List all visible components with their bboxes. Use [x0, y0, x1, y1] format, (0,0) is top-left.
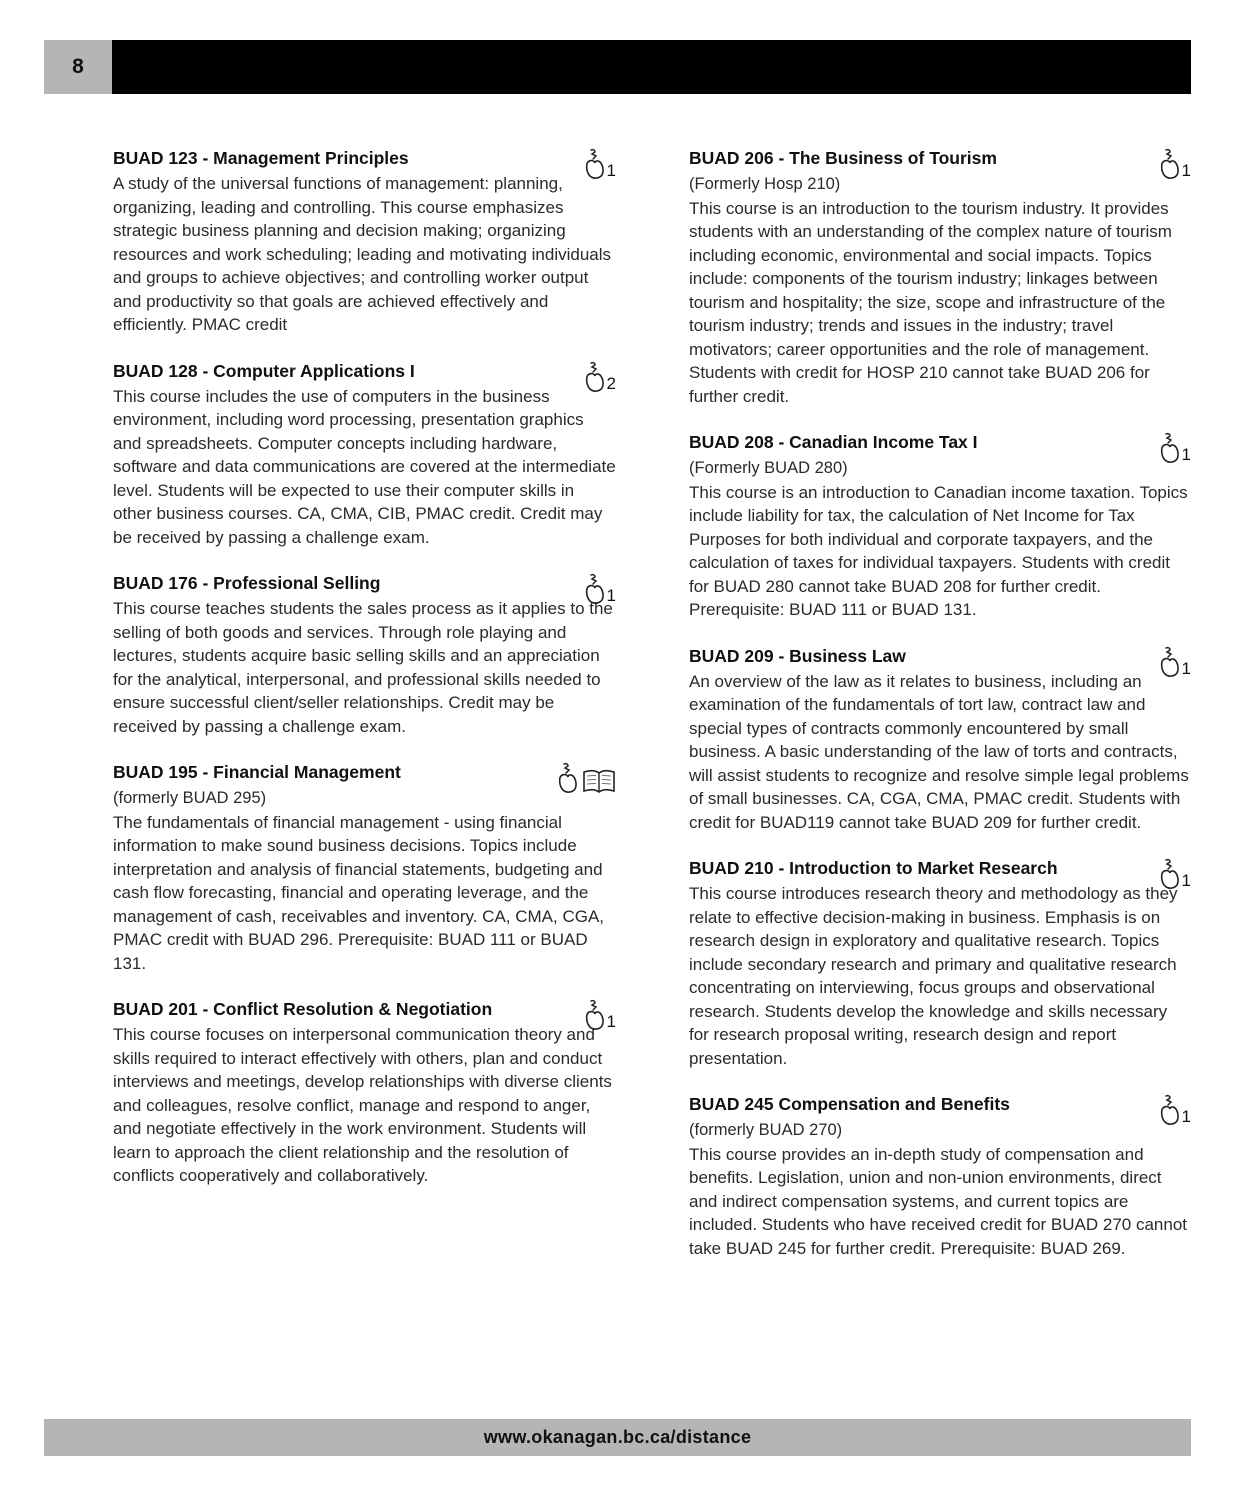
course-entry	[113, 997, 616, 1188]
icon-number: 1	[606, 1012, 616, 1031]
left-column	[113, 146, 616, 1210]
hand-icon	[1158, 1094, 1180, 1126]
course-entry	[689, 644, 1191, 835]
hand-icon	[1158, 858, 1180, 890]
course-header	[689, 430, 1191, 464]
page-number: 8	[44, 40, 112, 94]
course-description: This course is an introduction to the tourism industry. It provides students with an understanding of the complex nature of tourism including economic, environmental and social impacts. Topics include: components of the tourism industry; linkages between tourism and hospitality; the size, scope and infrastructure of the tourism industry; trends and issues in the industry; travel motivators; career opportunities and the role of management. Students with credit for HOSP 210 cannot take BUAD 206 for further credit.	[689, 198, 1172, 406]
course-header	[113, 760, 616, 786]
hand-icon	[1158, 646, 1180, 678]
delivery-icon-group	[1158, 148, 1191, 180]
course-header	[689, 146, 1191, 180]
book-icon	[582, 768, 616, 794]
header-bar	[44, 40, 1191, 94]
icon-number: 1	[1181, 445, 1191, 464]
course-entry	[689, 856, 1191, 1070]
hand-icon	[583, 573, 605, 605]
course-header	[689, 856, 1191, 890]
course-former-code: (Formerly BUAD 280)	[689, 459, 848, 477]
course-former-code: (Formerly Hosp 210)	[689, 175, 841, 193]
course-description: This course introduces research theory and methodology as they relate to effective decision-making in business. Emphasis is on research design in exploratory and qualitative research. Topics include secondary research and primary and qualitative research concentrating on interviewing, focus groups and observational research. Students develop the knowledge and skills necessary for research proposal writing, research design and report presentation.	[689, 884, 1178, 1068]
course-description: This course teaches students the sales process as it applies to the selling of both goods and services. Through role playing and lectures, students acquire basic selling skills and an appreciation for the analytical, interpersonal, and professional skills needed to ensure successful client/seller relationships. Credit may be received by passing a challenge exam.	[113, 599, 613, 736]
course-description: This course is an introduction to Canadian income taxation. Topics include liability for tax, the calculation of Net Income for Tax Purposes for both individual and corporate taxpayers, and the calculation of taxes for individual taxpayers. Students with credit for BUAD 280 cannot take BUAD 208 for further credit. Prerequisite: BUAD 111 or BUAD 131.	[689, 482, 1188, 619]
hand-icon	[583, 361, 605, 393]
delivery-icon-group	[583, 361, 616, 393]
course-description: This course focuses on interpersonal communication theory and skills required to interact effectively with others, plan and conduct interviews and meetings, develop relationships with diverse clients and colleagues, resolve conflict, manage and respond to anger, and negotiate effectively in the work environment. Students will learn to approach the client relationship and the resolution of conflicts cooperatively and collaboratively.	[113, 1025, 612, 1185]
delivery-icon-group	[583, 999, 616, 1031]
icon-number: 1	[1181, 1107, 1191, 1126]
icon-number: 1	[606, 161, 616, 180]
course-title: BUAD 128 - Computer Applications I	[113, 360, 415, 381]
course-header	[689, 644, 1191, 678]
course-title: BUAD 210 - Introduction to Market Research	[689, 858, 1058, 878]
course-header	[113, 359, 616, 393]
course-former-code: (formerly BUAD 270)	[689, 1121, 843, 1139]
delivery-icon-group	[556, 762, 616, 794]
icon-number: 1	[1181, 161, 1191, 180]
course-entry	[113, 760, 616, 975]
course-title: BUAD 206 - The Business of Tourism	[689, 148, 997, 168]
hand-icon	[1158, 148, 1180, 180]
course-description: This course provides an in-depth study of compensation and benefits. Legislation, union and non-union environments, direct and indirect compensation systems, and current topics are included. Students who have received credit for BUAD 270 cannot take BUAD 245 for further credit. Prerequisite: BUAD 269.	[689, 1144, 1188, 1258]
footer-url[interactable]: www.okanagan.bc.ca/distance	[483, 1427, 752, 1447]
course-description: A study of the universal functions of management: planning, organizing, leading and controlling. This course emphasizes strategic business planning and decision making; organizing resources and work scheduling; leading and motivating individuals and groups to achieve objectives; and controlling worker output and productivity so that goals are achieved effectively and efficiently. PMAC credit	[113, 174, 612, 334]
course-title: BUAD 245 Compensation and Benefits	[689, 1094, 1010, 1114]
delivery-icon-group	[1158, 1094, 1191, 1126]
course-title: BUAD 195 - Financial Management	[113, 762, 401, 782]
course-header	[113, 997, 616, 1031]
course-entry	[113, 571, 616, 738]
course-header	[689, 1092, 1191, 1126]
course-entry	[689, 430, 1191, 622]
course-entry	[113, 359, 616, 550]
course-entry	[689, 1092, 1191, 1260]
icon-number: 1	[1181, 658, 1191, 678]
course-header	[113, 146, 616, 180]
right-column	[689, 146, 1191, 1282]
hand-icon	[583, 148, 605, 180]
hand-icon	[583, 999, 605, 1031]
course-description: An overview of the law as it relates to business, including an examination of the fundamentals of tort law, contract law and special types of contracts commonly encountered by small business. A basic understanding of the law of torts and contracts, will assist students to recognize and resolve simple legal problems of small businesses. CA, CGA, CMA, PMAC credit. Students with credit for BUAD119 cannot take BUAD 209 for further credit.	[689, 671, 1189, 832]
course-former-code: (formerly BUAD 295)	[113, 789, 267, 807]
course-title: BUAD 208 - Canadian Income Tax I	[689, 432, 978, 452]
hand-icon	[1158, 432, 1180, 464]
delivery-icon-group	[583, 148, 616, 180]
course-entry	[113, 146, 616, 337]
course-entry	[689, 146, 1191, 408]
course-title: BUAD 176 - Professional Selling	[113, 573, 381, 593]
delivery-icon-group	[1158, 432, 1191, 464]
delivery-icon-group	[1158, 646, 1191, 678]
course-title: BUAD 209 - Business Law	[689, 645, 906, 666]
course-title: BUAD 123 - Management Principles	[113, 148, 409, 168]
icon-number: 1	[606, 586, 616, 605]
hand-icon	[556, 762, 578, 794]
delivery-icon-group	[1158, 858, 1191, 890]
icon-number: 1	[1181, 871, 1191, 890]
course-description: The fundamentals of financial management - using financial information to make sound business decisions. Topics include interpretation and analysis of financial statements, budgeting and cash flow forecasting, financial and operating leverage, and the management of cash, receivables and inventory. CA, CMA, CGA, PMAC credit with BUAD 296. Prerequisite: BUAD 111 or BUAD 131.	[113, 812, 605, 973]
course-description: This course includes the use of computers in the business environment, including word processing, presentation graphics and spreadsheets. Computer concepts including hardware, software and data communications are covered at the intermediate level. Students will be expected to use their computer skills in other business courses. CA, CMA, CIB, PMAC credit. Credit may be received by passing a challenge exam.	[113, 386, 616, 547]
icon-number: 2	[606, 373, 616, 393]
course-header	[113, 571, 616, 605]
footer-bar	[44, 1419, 1191, 1456]
delivery-icon-group	[583, 573, 616, 605]
course-title: BUAD 201 - Conflict Resolution & Negotiation	[113, 999, 493, 1019]
